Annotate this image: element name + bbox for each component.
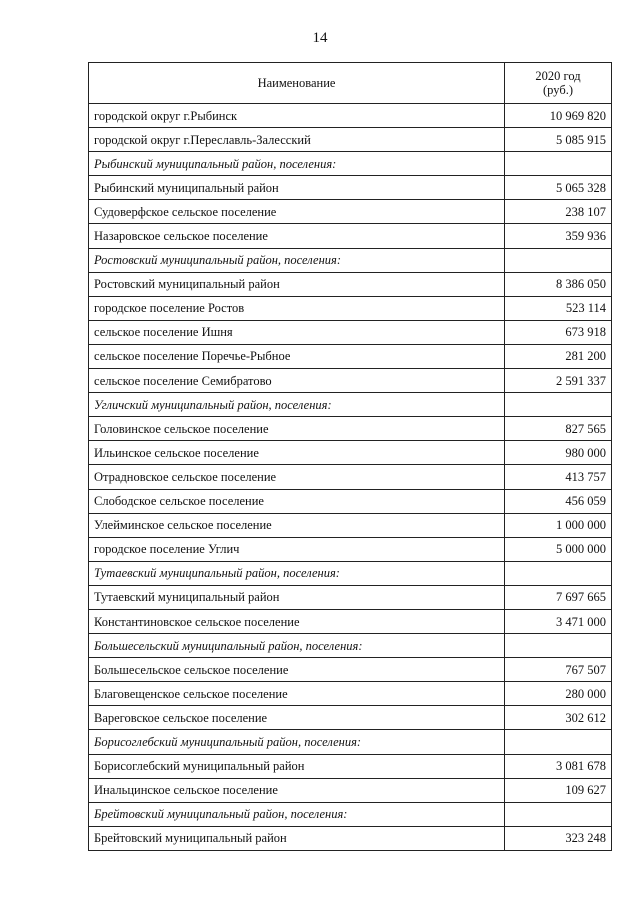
table-header xyxy=(89,63,612,104)
budget-table xyxy=(88,62,612,851)
row-value xyxy=(505,248,612,272)
table-row xyxy=(89,104,612,128)
table-body xyxy=(89,104,612,851)
table-row xyxy=(89,609,612,633)
table-row xyxy=(89,296,612,320)
section-row xyxy=(89,634,612,658)
row-value: 523 114 xyxy=(505,296,612,320)
header-unit: (руб.) xyxy=(543,83,573,97)
row-name: Брейтовский муниципальный район xyxy=(89,826,505,850)
row-value: 456 059 xyxy=(505,489,612,513)
row-value xyxy=(505,393,612,417)
section-row xyxy=(89,561,612,585)
row-name: Инальцинское сельское поселение xyxy=(89,778,505,802)
row-name: Благовещенское сельское поселение xyxy=(89,682,505,706)
table-row xyxy=(89,176,612,200)
table-row xyxy=(89,417,612,441)
section-title: Рыбинский муниципальный район, поселения: xyxy=(89,152,505,176)
row-value: 281 200 xyxy=(505,344,612,368)
table-row xyxy=(89,224,612,248)
row-name: Назаровское сельское поселение xyxy=(89,224,505,248)
row-value: 10 969 820 xyxy=(505,104,612,128)
table-row xyxy=(89,585,612,609)
table-row xyxy=(89,344,612,368)
section-row xyxy=(89,152,612,176)
header-name: Наименование xyxy=(89,63,505,104)
table-row xyxy=(89,826,612,850)
page-number: 14 xyxy=(312,30,328,46)
row-name: городской округ г.Рыбинск xyxy=(89,104,505,128)
section-title: Большесельский муниципальный район, поселения: xyxy=(89,634,505,658)
row-value: 359 936 xyxy=(505,224,612,248)
row-value: 109 627 xyxy=(505,778,612,802)
row-name: сельское поселение Ишня xyxy=(89,320,505,344)
table-row xyxy=(89,513,612,537)
row-name: Судоверфское сельское поселение xyxy=(89,200,505,224)
table-row xyxy=(89,369,612,393)
row-name: Улейминское сельское поселение xyxy=(89,513,505,537)
table-row xyxy=(89,441,612,465)
row-name: Ростовский муниципальный район xyxy=(89,272,505,296)
header-year: 2020 год xyxy=(535,69,581,83)
section-title: Угличский муниципальный район, поселения: xyxy=(89,393,505,417)
table-row xyxy=(89,754,612,778)
row-name: Головинское сельское поселение xyxy=(89,417,505,441)
table-row xyxy=(89,682,612,706)
row-name: Слободское сельское поселение xyxy=(89,489,505,513)
row-value: 238 107 xyxy=(505,200,612,224)
row-name: Отрадновское сельское поселение xyxy=(89,465,505,489)
row-value xyxy=(505,634,612,658)
row-value: 5 065 328 xyxy=(505,176,612,200)
row-value: 673 918 xyxy=(505,320,612,344)
row-value xyxy=(505,730,612,754)
row-value xyxy=(505,561,612,585)
row-name: городское поселение Углич xyxy=(89,537,505,561)
row-name: Вареговское сельское поселение xyxy=(89,706,505,730)
row-name: Тутаевский муниципальный район xyxy=(89,585,505,609)
row-name: городской округ г.Переславль-Залесский xyxy=(89,128,505,152)
table-row xyxy=(89,658,612,682)
table-row xyxy=(89,537,612,561)
row-value: 7 697 665 xyxy=(505,585,612,609)
section-row xyxy=(89,802,612,826)
row-value xyxy=(505,152,612,176)
table-row xyxy=(89,272,612,296)
section-row xyxy=(89,730,612,754)
row-name: Большесельское сельское поселение xyxy=(89,658,505,682)
row-name: Ильинское сельское поселение xyxy=(89,441,505,465)
row-name: сельское поселение Поречье-Рыбное xyxy=(89,344,505,368)
row-value: 5 085 915 xyxy=(505,128,612,152)
row-name: Рыбинский муниципальный район xyxy=(89,176,505,200)
section-title: Борисоглебский муниципальный район, поселения: xyxy=(89,730,505,754)
table-row xyxy=(89,706,612,730)
section-row xyxy=(89,248,612,272)
section-title: Ростовский муниципальный район, поселения: xyxy=(89,248,505,272)
section-title: Брейтовский муниципальный район, поселения: xyxy=(89,802,505,826)
row-name: Борисоглебский муниципальный район xyxy=(89,754,505,778)
row-value: 323 248 xyxy=(505,826,612,850)
row-value: 413 757 xyxy=(505,465,612,489)
row-value: 3 471 000 xyxy=(505,609,612,633)
row-value: 980 000 xyxy=(505,441,612,465)
row-value: 302 612 xyxy=(505,706,612,730)
table-row xyxy=(89,320,612,344)
table-row xyxy=(89,489,612,513)
section-title: Тутаевский муниципальный район, поселения: xyxy=(89,561,505,585)
row-name: сельское поселение Семибратово xyxy=(89,369,505,393)
row-name: Константиновское сельское поселение xyxy=(89,609,505,633)
header-row xyxy=(89,63,612,104)
row-name: городское поселение Ростов xyxy=(89,296,505,320)
table-row xyxy=(89,465,612,489)
row-value: 767 507 xyxy=(505,658,612,682)
row-value: 3 081 678 xyxy=(505,754,612,778)
table-row xyxy=(89,128,612,152)
row-value: 2 591 337 xyxy=(505,369,612,393)
row-value: 280 000 xyxy=(505,682,612,706)
row-value: 1 000 000 xyxy=(505,513,612,537)
row-value: 5 000 000 xyxy=(505,537,612,561)
header-year-cell xyxy=(505,63,612,104)
table-row xyxy=(89,200,612,224)
row-value: 827 565 xyxy=(505,417,612,441)
row-value: 8 386 050 xyxy=(505,272,612,296)
section-row xyxy=(89,393,612,417)
row-value xyxy=(505,802,612,826)
table-row xyxy=(89,778,612,802)
